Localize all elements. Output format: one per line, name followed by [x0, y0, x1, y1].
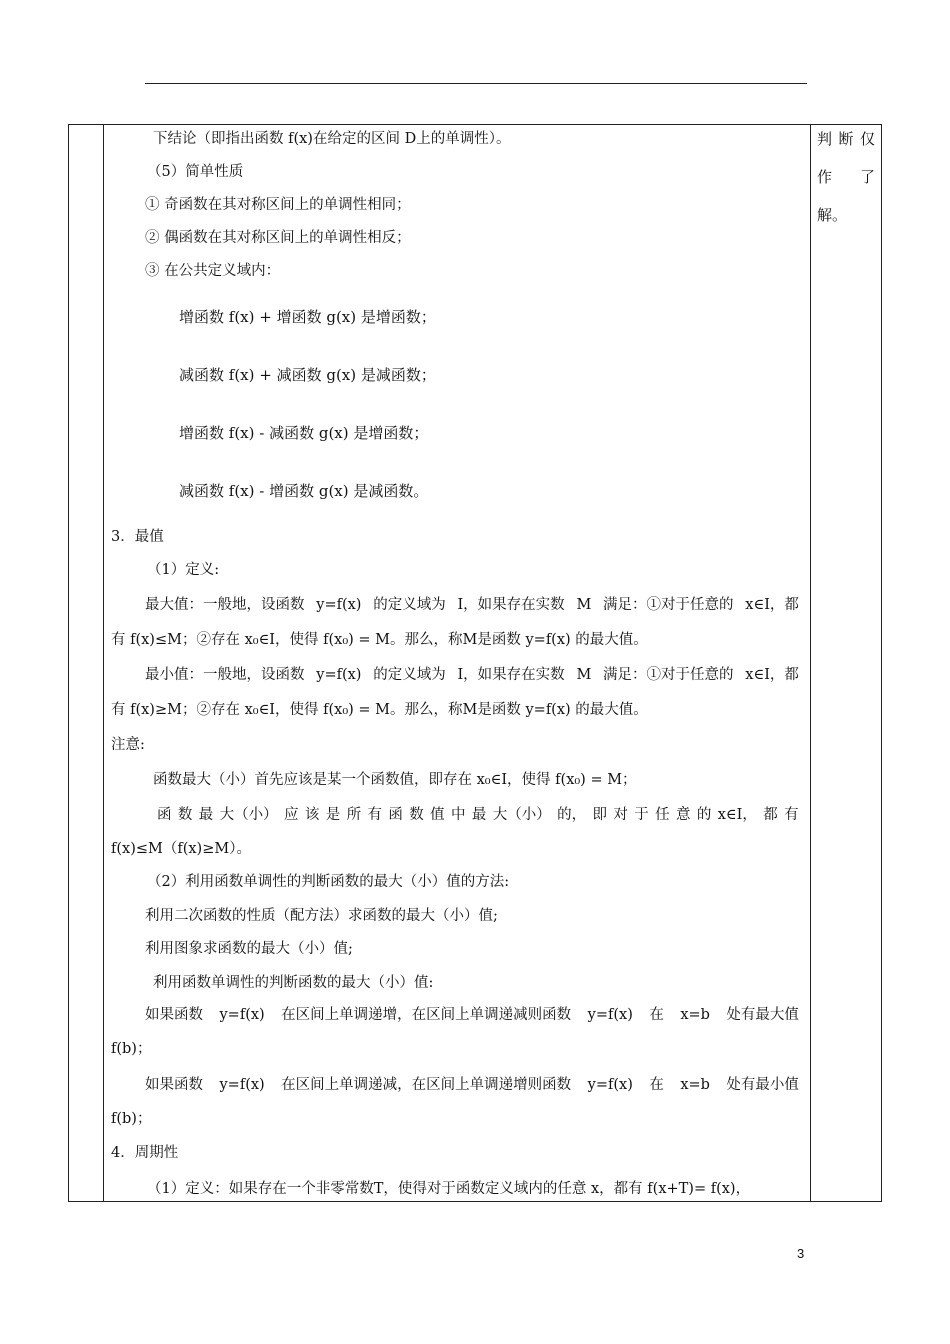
content-table — [68, 124, 882, 1202]
main-content — [69, 125, 883, 1203]
section3-2-title: （2）利用函数单调性的判断函数的最大（小）值的方法: — [147, 874, 510, 890]
section5-title: （5）简单性质 — [147, 164, 244, 180]
note-title: 注意: — [111, 737, 145, 753]
rule-2: 减函数 f(x) + 减函数 g(x) 是减函数； — [179, 366, 436, 384]
method-1: 利用二次函数的性质（配方法）求函数的最大（小）值; — [145, 908, 498, 924]
max-value-line-2: 有 f(x)≤M；②存在 x₀∈I，使得 f(x₀) = M。那么，称M是函数 y=f(x) 的最大值。 — [111, 632, 648, 648]
section3-definition-title: （1）定义: — [147, 562, 220, 578]
note-1: 函数最大（小）首先应该是某一个函数值，即存在 x₀∈I，使得 f(x₀) = M； — [153, 772, 637, 788]
property-2: ② 偶函数在其对称区间上的单调性相反； — [145, 230, 411, 246]
header-rule — [145, 83, 807, 84]
min-value-line-2: 有 f(x)≥M；②存在 x₀∈I，使得 f(x₀) = M。那么，称M是函数 y=f(x) 的最大值。 — [111, 702, 648, 718]
note-2-line-1: 函 数 最 大（小） 应 该 是 所 有 函 数 值 中 最 大（小） 的， 即 对 于 任 意 的 x∈I， 都 有 — [157, 807, 799, 823]
method-2: 利用图象求函数的最大（小）值; — [145, 941, 353, 957]
page-number: 3 — [797, 1246, 805, 1261]
case-2-line-2: f(b)； — [111, 1111, 152, 1127]
method-3: 利用函数单调性的判断函数的最大（小）值: — [153, 975, 434, 991]
case-2-line-1: 如果函数 y=f(x) 在区间上单调递减，在区间上单调递增则函数 y=f(x) 在 x=b 处有最小值 — [145, 1077, 799, 1093]
conclusion-line: 下结论（即指出函数 f(x)在给定的区间 D上的单调性）。 — [153, 131, 511, 147]
section4-definition: （1）定义：如果存在一个非零常数T，使得对于函数定义域内的任意 x，都有 f(x+T)= f(x)， — [147, 1181, 751, 1197]
side-note-row-2: 作 了 — [817, 168, 875, 186]
note-2-line-2: f(x)≤M（f(x)≥M）。 — [111, 841, 251, 857]
min-value-line-1: 最小值：一般地，设函数 y=f(x) 的定义域为 I，如果存在实数 M 满足：①对于任意的 x∈I，都 — [145, 667, 799, 683]
case-1-line-1: 如果函数 y=f(x) 在区间上单调递增，在区间上单调递减则函数 y=f(x) 在 x=b 处有最大值 — [145, 1007, 799, 1023]
max-value-line-1: 最大值：一般地，设函数 y=f(x) 的定义域为 I，如果存在实数 M 满足：①对于任意的 x∈I，都 — [145, 597, 799, 613]
section3-title: 3．最值 — [111, 529, 164, 545]
rule-4: 减函数 f(x) - 增函数 g(x) 是减函数。 — [179, 482, 429, 500]
section4-title: 4．周期性 — [111, 1145, 179, 1161]
property-3: ③ 在公共定义域内： — [145, 263, 281, 279]
rule-1: 增函数 f(x) + 增函数 g(x) 是增函数； — [179, 308, 436, 326]
rule-3: 增函数 f(x) - 减函数 g(x) 是增函数； — [179, 424, 429, 442]
case-1-line-2: f(b)； — [111, 1041, 152, 1057]
side-note-row-1: 判 断 仅 — [817, 130, 875, 148]
side-note-row-3: 解。 — [817, 206, 848, 224]
property-1: ① 奇函数在其对称区间上的单调性相同； — [145, 197, 411, 213]
